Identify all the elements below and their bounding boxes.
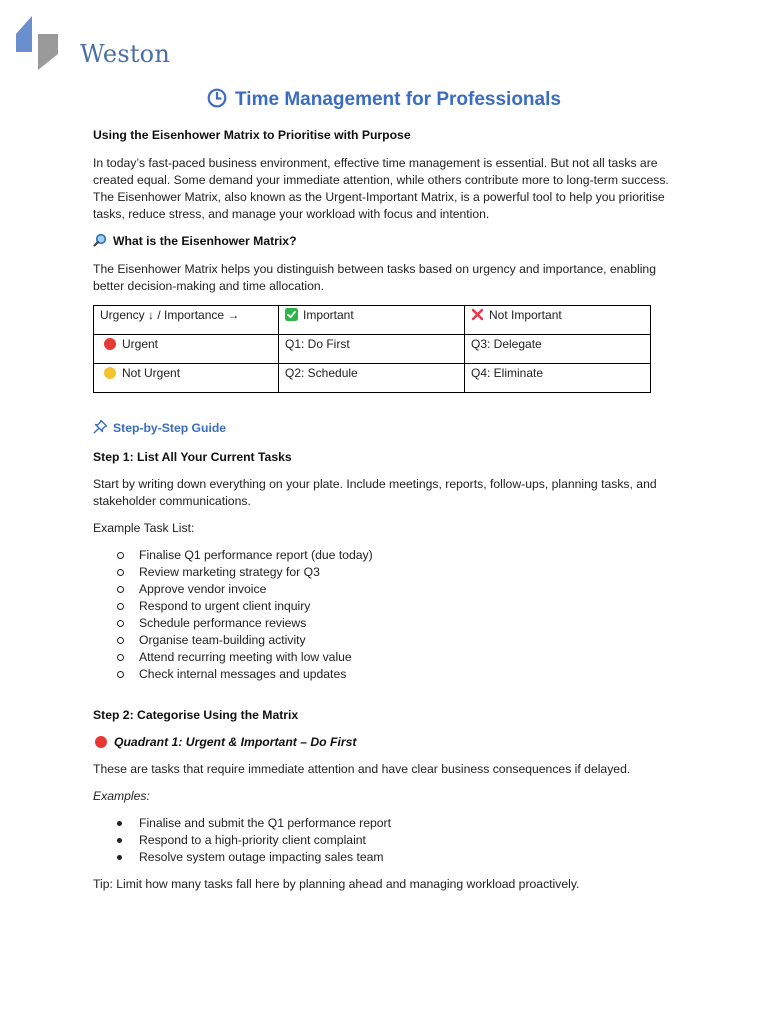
table-header-row bbox=[94, 306, 651, 335]
what-heading-text: What is the Eisenhower Matrix? bbox=[113, 234, 297, 248]
weston-logo bbox=[14, 14, 170, 72]
list-item: Finalise and submit the Q1 performance report bbox=[93, 815, 683, 832]
quadrant1-tip: Tip: Limit how many tasks fall here by planning ahead and managing workload proactively. bbox=[93, 877, 580, 891]
table-cell bbox=[465, 306, 651, 335]
guide-heading bbox=[93, 419, 683, 437]
cross-mark-icon bbox=[471, 308, 484, 321]
not-important-label: Not Important bbox=[489, 308, 562, 322]
document-body bbox=[93, 127, 683, 903]
step2-heading: Step 2: Categorise Using the Matrix bbox=[93, 708, 299, 722]
table-cell bbox=[94, 335, 279, 364]
subtitle: Using the Eisenhower Matrix to Prioritise with Purpose bbox=[93, 128, 411, 142]
table-row bbox=[94, 335, 651, 364]
table-cell: Q4: Eliminate bbox=[465, 364, 651, 393]
quadrant1-heading bbox=[93, 734, 683, 751]
list-item: Review marketing strategy for Q3 bbox=[93, 564, 683, 581]
quadrant1-heading-text: Quadrant 1: Urgent & Important – Do First bbox=[114, 735, 357, 749]
list-item: Resolve system outage impacting sales team bbox=[93, 849, 683, 866]
guide-heading-text: Step-by-Step Guide bbox=[113, 421, 227, 435]
list-item: Attend recurring meeting with low value bbox=[93, 649, 683, 666]
weston-logo-mark bbox=[14, 14, 74, 72]
example-task-list bbox=[93, 547, 683, 683]
quadrant1-examples-list bbox=[93, 815, 683, 866]
pushpin-icon bbox=[93, 419, 108, 434]
brand-name: Weston bbox=[80, 40, 170, 68]
list-item: Finalise Q1 performance report (due today) bbox=[93, 547, 683, 564]
task-list-label: Example Task List: bbox=[93, 521, 195, 535]
red-circle-icon bbox=[95, 736, 107, 748]
important-label: Important bbox=[303, 308, 354, 322]
table-cell bbox=[279, 306, 465, 335]
intro-paragraph: In today’s fast-paced business environment, effective time management is essential. But not all tasks are created equal. Some demand your immediate attention, while others contribute more to long-term success. The Eisenhower Matrix, also known as the Urgent-Important Matrix, is a powerful tool to help you prioritise tasks, reduce stress, and manage your workload with focus and intention. bbox=[93, 156, 669, 221]
page-title bbox=[0, 88, 768, 111]
check-mark-icon bbox=[285, 308, 298, 321]
list-item: Organise team-building activity bbox=[93, 632, 683, 649]
what-paragraph: The Eisenhower Matrix helps you distinguish between tasks based on urgency and importance, enabling better decision-making and time allocation. bbox=[93, 262, 656, 293]
table-cell: Q3: Delegate bbox=[465, 335, 651, 364]
table-cell: Q2: Schedule bbox=[279, 364, 465, 393]
examples-label: Examples: bbox=[93, 789, 150, 803]
eisenhower-matrix-table bbox=[93, 305, 651, 393]
page-title-text: Time Management for Professionals bbox=[235, 89, 561, 110]
quadrant1-paragraph: These are tasks that require immediate attention and have clear business consequences if delayed. bbox=[93, 762, 631, 776]
not-urgent-label: Not Urgent bbox=[122, 366, 181, 380]
table-cell: Urgency ↓ / Importance → bbox=[94, 306, 279, 335]
table-row bbox=[94, 364, 651, 393]
list-item: Check internal messages and updates bbox=[93, 666, 683, 683]
magnifier-icon bbox=[93, 233, 107, 247]
clock-icon bbox=[207, 88, 227, 108]
step1-paragraph: Start by writing down everything on your plate. Include meetings, reports, follow-ups, planning tasks, and stakeholder communications. bbox=[93, 477, 657, 508]
red-circle-icon bbox=[104, 338, 116, 350]
table-cell: Q1: Do First bbox=[279, 335, 465, 364]
step1-heading: Step 1: List All Your Current Tasks bbox=[93, 450, 292, 464]
list-item: Approve vendor invoice bbox=[93, 581, 683, 598]
table-cell bbox=[94, 364, 279, 393]
urgent-label: Urgent bbox=[122, 337, 159, 351]
list-item: Respond to a high-priority client complaint bbox=[93, 832, 683, 849]
list-item: Respond to urgent client inquiry bbox=[93, 598, 683, 615]
yellow-circle-icon bbox=[104, 367, 116, 379]
list-item: Schedule performance reviews bbox=[93, 615, 683, 632]
what-heading bbox=[93, 233, 683, 250]
